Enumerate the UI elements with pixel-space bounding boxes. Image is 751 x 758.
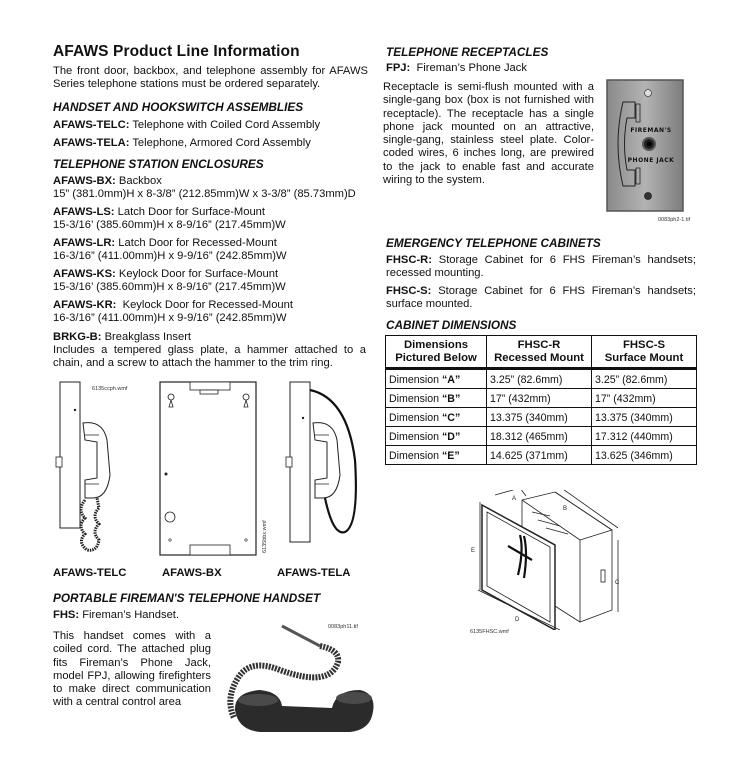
fig-caption-telc: 6135ccph.wmf xyxy=(92,386,128,392)
cabinet-dimensions-table xyxy=(385,335,697,465)
surface-value: 17.312 (440mm) xyxy=(592,427,697,446)
cabinet-letter-b: B xyxy=(563,506,568,512)
fpj-item: FPJ: Fireman’s Phone Jack xyxy=(386,62,527,74)
fhs-item: FHS: Fireman’s Handset. xyxy=(53,609,180,621)
fig-label-tela: AFAWS-TELA xyxy=(277,567,351,579)
table-row xyxy=(386,427,697,446)
enclosure-item-ls: AFAWS-LS: Latch Door for Surface-Mount 15-3/16’ (385.60mm)H x 8-9/16” (217.45mm)W xyxy=(53,206,286,232)
table-row xyxy=(386,408,697,427)
enclosure-item-lr: AFAWS-LR: Latch Door for Recessed-Mount 16-3/16” (411.00mm)H x 9-9/16” (242.85mm)W xyxy=(53,237,287,263)
dimension-label: Dimension “B” xyxy=(386,389,487,408)
backbox-illustration xyxy=(158,380,268,560)
table-row xyxy=(386,369,697,389)
intro-text: The front door, backbox, and telephone assembly for AFAWS Series telephone stations must be ordered separately. xyxy=(53,65,368,91)
fig-label-telc: AFAWS-TELC xyxy=(53,567,127,579)
fig-label-bx: AFAWS-BX xyxy=(162,567,222,579)
table-header-row xyxy=(386,336,697,369)
cabinet-item-fhsc-s: FHSC-S: Storage Cabinet for 6 FHS Fireman’s handsets; surface mounted. xyxy=(386,285,696,311)
recessed-value: 13.375 (340mm) xyxy=(487,408,592,427)
section-heading-portable: PORTABLE FIREMAN'S TELEPHONE HANDSET xyxy=(53,591,321,605)
dimension-label: Dimension “D” xyxy=(386,427,487,446)
cabinet-letter-a: A xyxy=(512,496,517,502)
section-heading-enclosures: TELEPHONE STATION ENCLOSURES xyxy=(53,157,264,171)
section-heading-cabinet-dimensions: CABINET DIMENSIONS xyxy=(386,318,517,332)
fpj-text: Receptacle is semi-flush mounted with a single-gang box (box is not furnished with receptacle). The receptacle has a single phone jack mounted on an attractive, single-gang, stainless steel plate. Color-coded wires, 6 inches long, are prewired to the jack to enable fast and accurate wiring to the system. xyxy=(383,81,594,187)
handset-item-tela: AFAWS-TELA: Telephone, Armored Cord Assembly xyxy=(53,137,311,149)
enclosure-item-kr: AFAWS-KR: Keylock Door for Recessed-Mount 16-3/16” (411.00mm)H x 9-9/16” (242.85mm)W xyxy=(53,299,293,325)
tela-illustration xyxy=(285,380,365,560)
fhs-handset-photo xyxy=(220,618,380,736)
cabinet-illustration xyxy=(460,490,625,630)
surface-value: 13.625 (346mm) xyxy=(592,446,697,465)
telc-illustration xyxy=(55,380,130,560)
table-row xyxy=(386,389,697,408)
brkg-item: BRKG-B: Breakglass Insert xyxy=(53,331,192,343)
phone-jack-plate-photo xyxy=(605,78,685,213)
recessed-value: 14.625 (371mm) xyxy=(487,446,592,465)
section-heading-cabinets: EMERGENCY TELEPHONE CABINETS xyxy=(386,236,601,250)
plate-label-phone-jack: PHONE JACK xyxy=(627,157,675,164)
section-heading-receptacles: TELEPHONE RECEPTACLES xyxy=(386,45,549,59)
dimension-label: Dimension “E” xyxy=(386,446,487,465)
cabinet-letter-c: C xyxy=(615,580,620,586)
enclosure-item-bx: AFAWS-BX: Backbox 15” (381.0mm)H x 8-3/8” (212.85mm)W x 3-3/8” (85.73mm)D xyxy=(53,175,356,201)
recessed-value: 18.312 (465mm) xyxy=(487,427,592,446)
fhs-caption: 0083ph11.tif xyxy=(328,624,358,630)
recessed-value: 3.25” (82.6mm) xyxy=(487,369,592,389)
section-heading-handset: HANDSET AND HOOKSWITCH ASSEMBLIES xyxy=(53,100,304,114)
dimension-label: Dimension “A” xyxy=(386,369,487,389)
page-title: AFAWS Product Line Information xyxy=(53,43,300,60)
table-header-fhsc-s: FHSC-S Surface Mount xyxy=(592,336,697,369)
brkg-text: Includes a tempered glass plate, a hammer attached to a chain, and a screw to attach the hammer to the trim ring. xyxy=(53,344,366,370)
cabinet-letter-e: E xyxy=(471,548,476,554)
recessed-value: 17” (432mm) xyxy=(487,389,592,408)
plate-label-firemans: FIREMAN'S xyxy=(630,127,672,134)
plate-caption: 0083ph2-1.tif xyxy=(658,217,691,223)
cabinet-caption: 6135FHSC.wmf xyxy=(470,629,509,635)
table-row xyxy=(386,446,697,465)
surface-value: 13.375 (340mm) xyxy=(592,408,697,427)
surface-value: 3.25” (82.6mm) xyxy=(592,369,697,389)
fig-caption-bx: 6135bbx.wmf xyxy=(262,520,268,553)
table-header-fhsc-r: FHSC-R Recessed Mount xyxy=(487,336,592,369)
fhs-text: This handset comes with a coiled cord. The attached plug fits Fireman’s Phone Jack, model FPJ, allowing firefighters to make direct communication with a central control area xyxy=(53,630,211,709)
enclosure-item-ks: AFAWS-KS: Keylock Door for Surface-Mount 15-3/16’ (385.60mm)H x 8-9/16” (217.45mm)W xyxy=(53,268,286,294)
cabinet-letter-d: D xyxy=(515,617,520,623)
surface-value: 17” (432mm) xyxy=(592,389,697,408)
table-header-dimensions: Dimensions Pictured Below xyxy=(386,336,487,369)
handset-item-telc: AFAWS-TELC: Telephone with Coiled Cord Assembly xyxy=(53,119,321,131)
dimension-label: Dimension “C” xyxy=(386,408,487,427)
cabinet-item-fhsc-r: FHSC-R: Storage Cabinet for 6 FHS Fireman’s handsets; recessed mounting. xyxy=(386,254,696,280)
